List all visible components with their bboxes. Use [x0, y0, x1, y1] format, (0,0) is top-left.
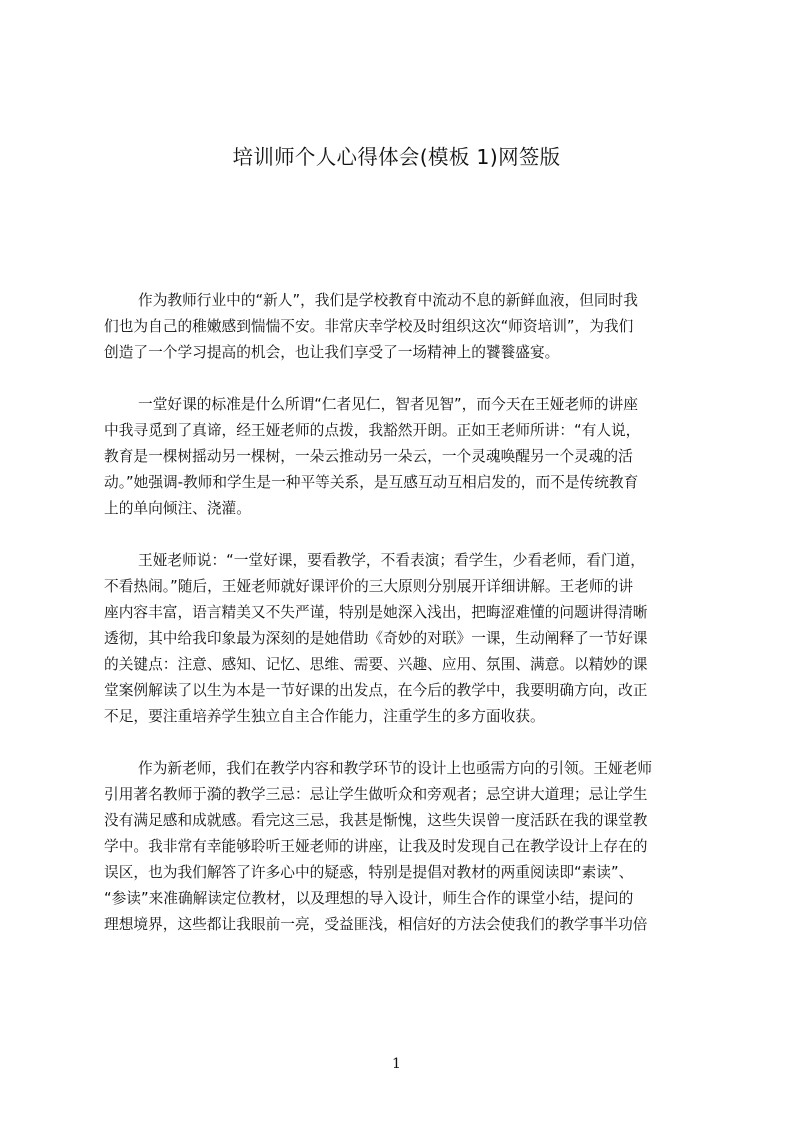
- paragraph-line: “参读”来准确解读定位教材，以及理想的导入设计，师生合作的课堂小结，提问的: [104, 890, 634, 907]
- paragraph-3: [104, 548, 700, 730]
- document-body: [104, 288, 700, 964]
- page-number: 1: [392, 1056, 401, 1072]
- paragraph-line: 一堂好课的标准是什么所谓“仁者见仁，智者见智”，而今天在王娅老师的讲座: [138, 396, 638, 413]
- paragraph-line: 学中。我非常有幸能够聆听王娅老师的讲座，让我及时发现自己在教学设计上存在的: [104, 838, 648, 855]
- paragraph-line: 的关键点：注意、感知、记忆、思维、需要、兴趣、应用、氛围、满意。以精妙的课: [104, 656, 648, 673]
- paragraph-line: 透彻，其中给我印象最为深刻的是她借助《奇妙的对联》一课，生动阐释了一节好课: [104, 630, 648, 647]
- paragraph-1: [104, 288, 700, 366]
- paragraph-line: 上的单向倾注、浇灌。: [104, 500, 251, 517]
- paragraph-line: 动。”她强调-教师和学生是一种平等关系，是互感互动互相启发的，而不是传统教育: [104, 474, 639, 491]
- paragraph-line: 引用著名教师于漪的教学三忌：忌让学生做听众和旁观者；忌空讲大道理；忌让学生: [104, 786, 648, 803]
- paragraph-4: [104, 756, 700, 938]
- paragraph-line: 堂案例解读了以生为本是一节好课的出发点，在今后的教学中，我要明确方向，改正: [104, 682, 648, 699]
- paragraph-line: 理想境界，这些都让我眼前一亮，受益匪浅，相信好的方法会使我们的教学事半功倍: [104, 916, 648, 933]
- paragraph-line: 误区，也为我们解答了许多心中的疑惑，特别是提倡对教材的两重阅读即“素读”、: [104, 864, 634, 881]
- paragraph-line: 不看热闹。”随后，王娅老师就好课评价的三大原则分别展开详细讲解。王老师的讲: [104, 578, 634, 595]
- paragraph-line: 创造了一个学习提高的机会，也让我们享受了一场精神上的饕餮盛宴。: [104, 344, 560, 361]
- paragraph-line: 们也为自己的稚嫩感到惴惴不安。非常庆幸学校及时组织这次“师资培训”，为我们: [104, 318, 634, 335]
- paragraph-2: [104, 392, 700, 522]
- paragraph-line: 作为教师行业中的“新人”，我们是学校教育中流动不息的新鲜血液，但同时我: [138, 292, 638, 309]
- paragraph-line: 教育是一棵树摇动另一棵树，一朵云推动另一朵云，一个灵魂唤醒另一个灵魂的活: [104, 448, 633, 465]
- paragraph-line: 王娅老师说：“一堂好课，要看教学，不看表演；看学生，少看老师，看门道，: [138, 552, 645, 569]
- paragraph-line: 不足，要注重培养学生独立自主合作能力，注重学生的多方面收获。: [104, 708, 545, 725]
- paragraph-line: 没有满足感和成就感。看完这三忌，我甚是惭愧，这些失误曾一度活跃在我的课堂教: [104, 812, 648, 829]
- document-title: 培训师个人心得体会(模板 1)网签版: [232, 145, 561, 169]
- paragraph-line: 座内容丰富，语言精美又不失严谨，特别是她深入浅出，把晦涩难懂的问题讲得清晰: [104, 604, 648, 621]
- paragraph-line: 中我寻觅到了真谛，经王娅老师的点拨，我豁然开朗。正如王老师所讲：“有人说，: [104, 422, 641, 439]
- paragraph-line: 作为新老师，我们在教学内容和教学环节的设计上也亟需方向的引领。王娅老师: [138, 760, 653, 777]
